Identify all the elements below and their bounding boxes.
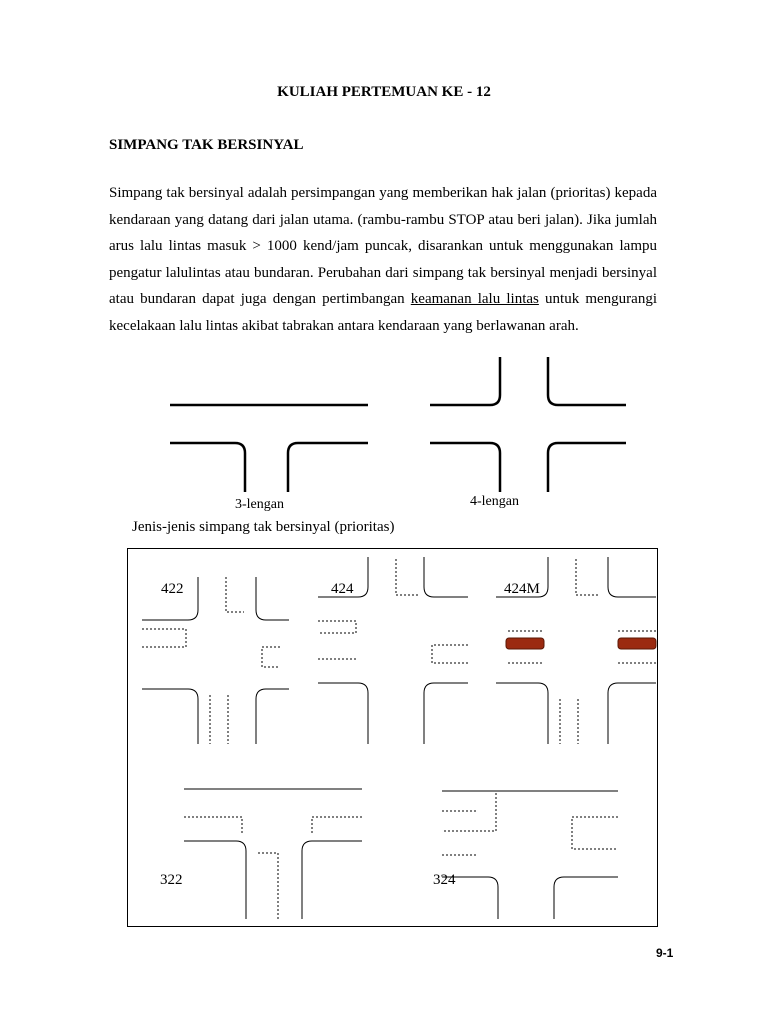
four-arm-sw-curb [430, 443, 500, 492]
label-3-lengan: 3-lengan [235, 497, 284, 512]
section-heading: SIMPANG TAK BERSINYAL [109, 137, 304, 153]
code-422: 422 [161, 581, 184, 597]
median-right [618, 638, 656, 649]
four-arm-ne-curb [548, 357, 626, 405]
four-arm-se-curb [548, 443, 626, 492]
four-arm-nw-curb [430, 357, 500, 405]
intersection-codes-figure [127, 548, 658, 927]
three-arm-left-curb [170, 443, 245, 492]
code-324: 324 [433, 872, 456, 888]
body-paragraph [109, 180, 657, 339]
intersection-types-figure [160, 342, 640, 514]
code-322: 322 [160, 872, 183, 888]
diagram-422 [142, 577, 289, 744]
underlined-term: keamanan lalu lintas [410, 291, 539, 307]
diagram-322 [184, 789, 362, 919]
diagram-324 [442, 791, 618, 919]
code-424: 424 [331, 581, 354, 597]
page-title: KULIAH PERTEMUAN KE - 12 [277, 84, 491, 100]
paragraph-text-1: Simpang tak bersinyal adalah persimpangan yang memberikan hak jalan (prioritas) kepada kendaraan yang datang dari jalan utama. (rambu-rambu STOP atau beri jalan). Jika jumlah arus lalu lintas masuk > 1000 kend/jam puncak, disarankan untuk menggunakan lampu pengatur lalulintas atau bundaran. Perubahan dari simpang tak bersinyal menjadi bersinyal atau bundaran dapat juga dengan pertimbangan [109, 185, 657, 307]
code-424m: 424M [504, 581, 540, 597]
page-number: 9-1 [656, 946, 674, 960]
paragraph-text-2: untuk mengurangi kecelakaan lalu lintas akibat tabrakan antara kendaraan yang berlawanan arah. [109, 291, 657, 334]
intersection-codes-drawing [128, 549, 659, 928]
median-left [506, 638, 544, 649]
label-4-lengan: 4-lengan [470, 494, 519, 509]
figure-caption: Jenis-jenis simpang tak bersinyal (prioritas) [132, 519, 395, 535]
three-arm-right-curb [288, 443, 368, 492]
